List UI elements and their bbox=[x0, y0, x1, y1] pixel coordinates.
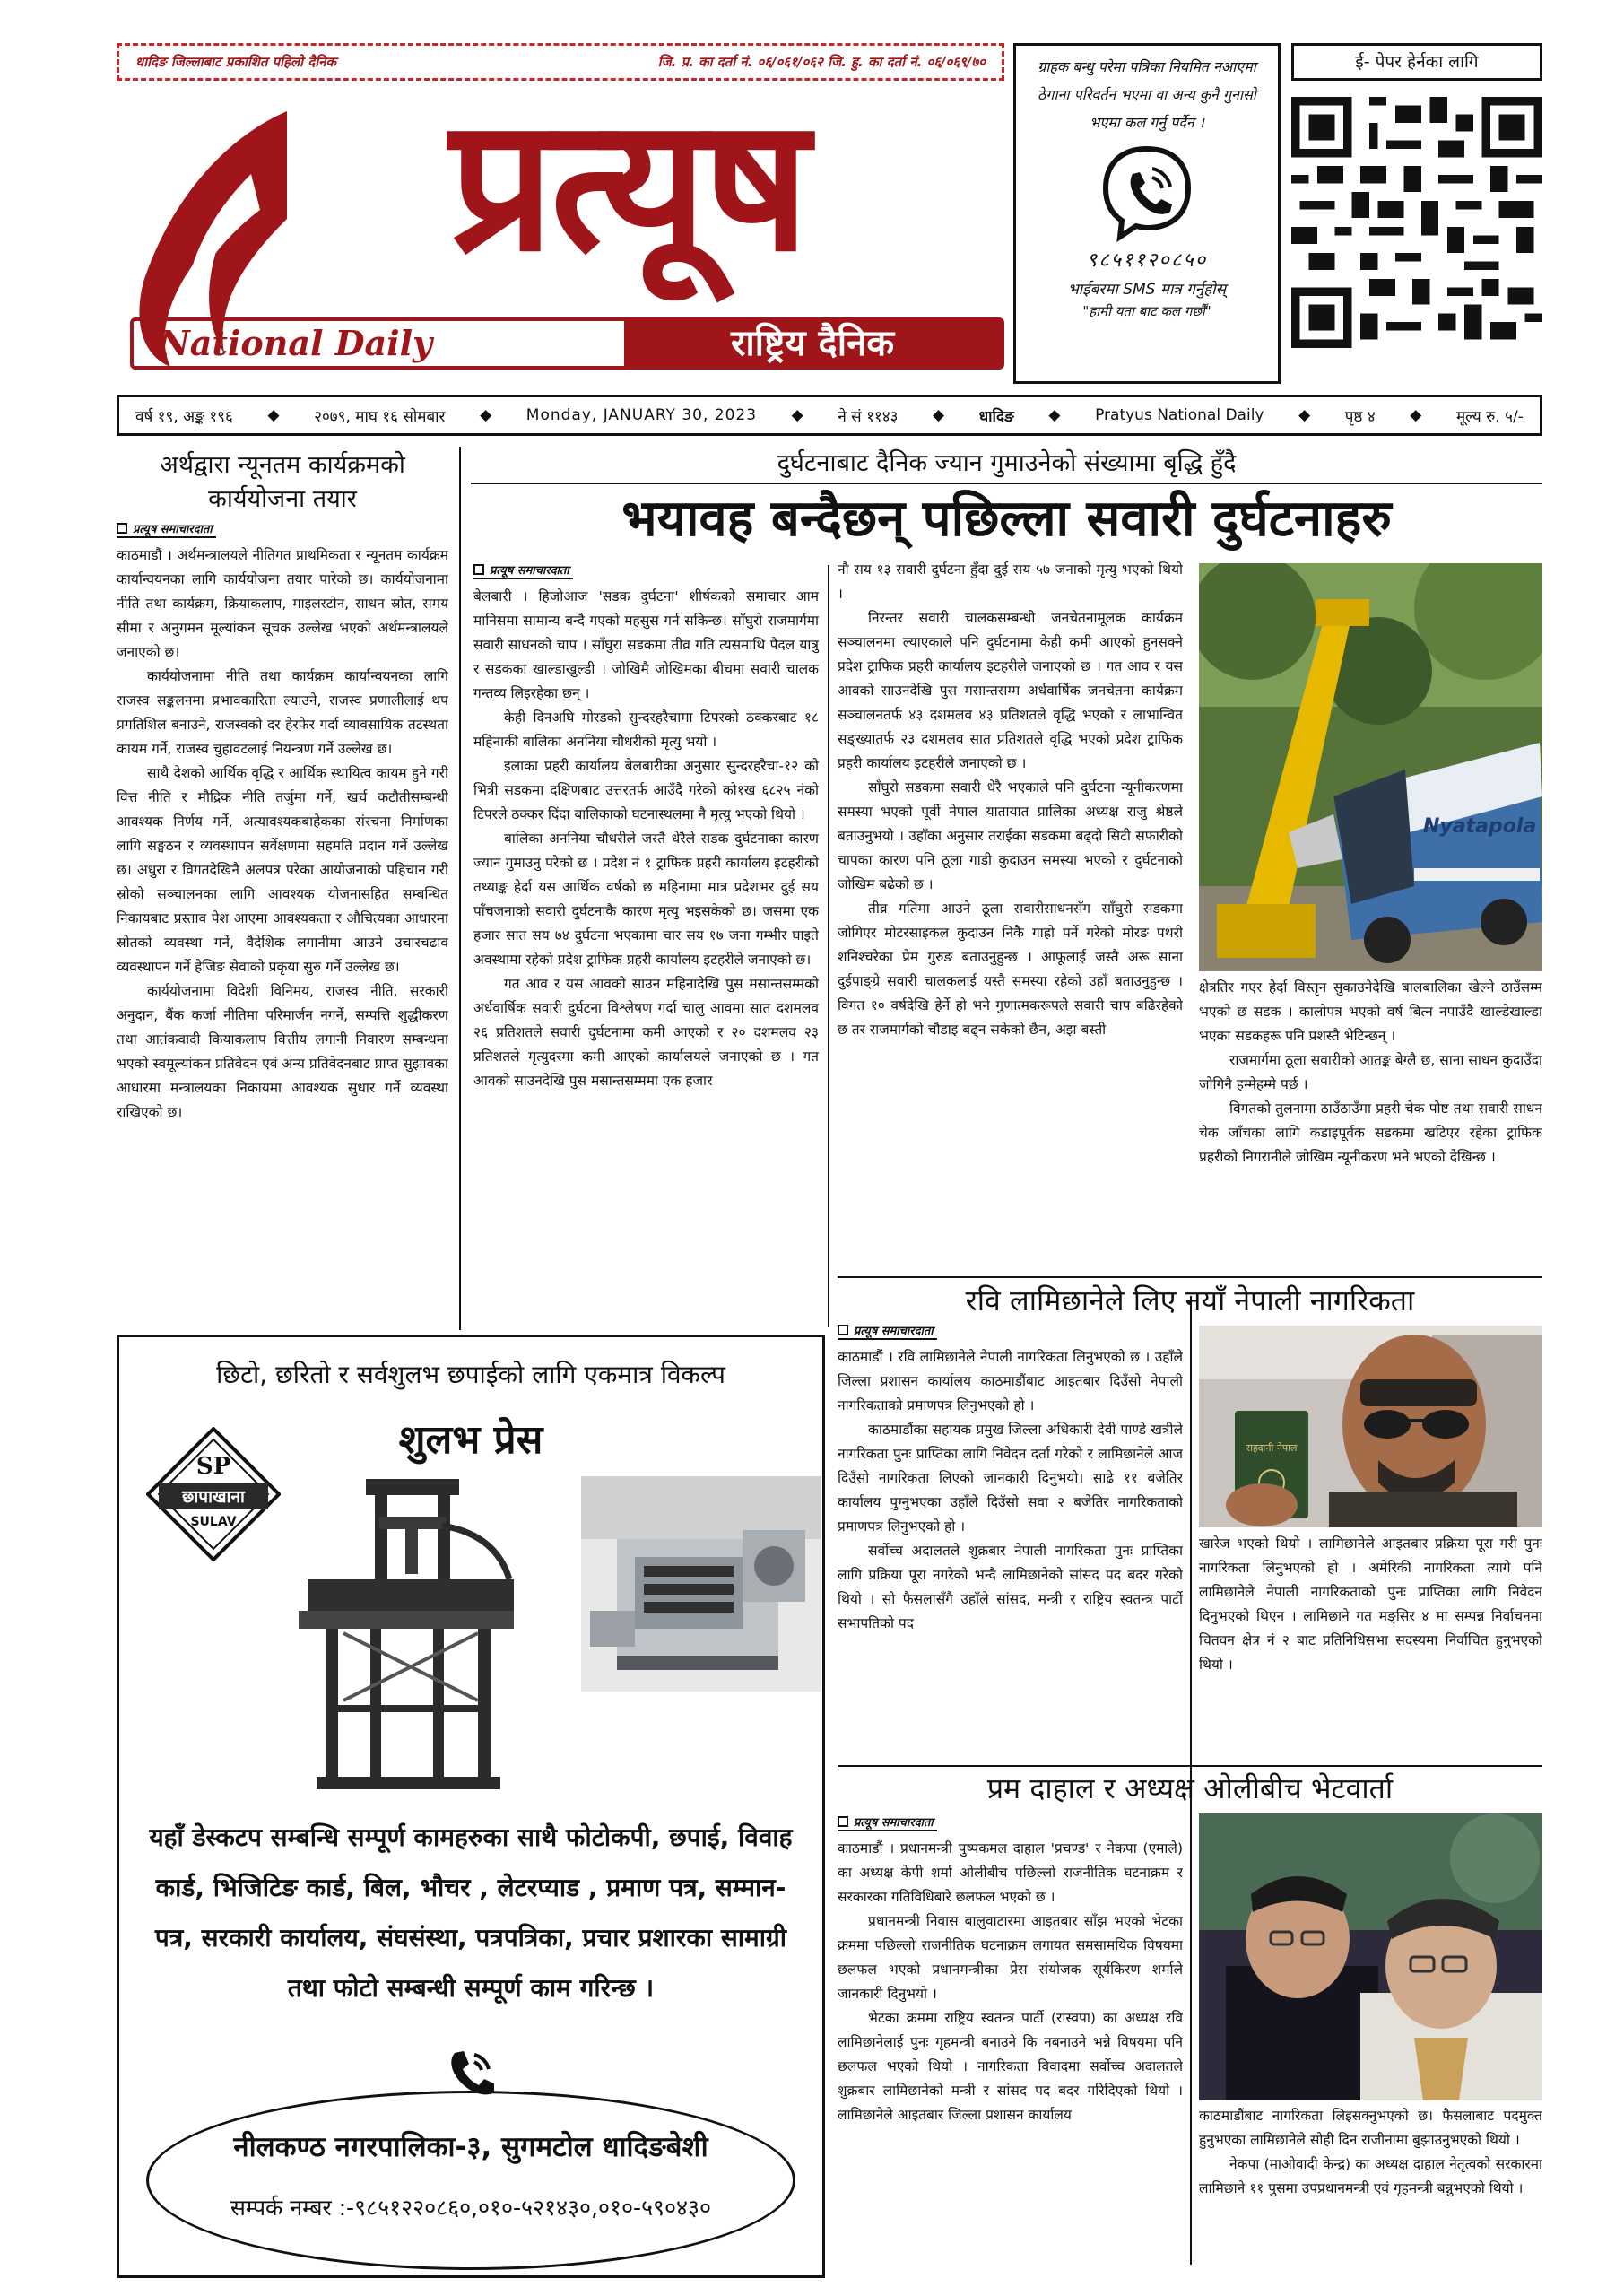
left-story bbox=[117, 448, 448, 1327]
paragraph: भेटका क्रममा राष्ट्रिय स्वतन्त्र पार्टी (रास्वपा) का अध्यक्ष रवि लामिछानेलाई पुनः गृहमन्त्री बनाउने कि नबनाउने भन्ने विषयमा पनि छलफल भएको थियो । नागरिकता विवादमा सर्वोच्च अदालतले शुक्रबार लामिछानेको मन्त्री र सांसद पद बदर गरिदिएको थियो । लामिछानेले आइतबार जिल्ला प्रशासन कार्यालय bbox=[838, 2010, 1183, 2123]
qr-code-icon[interactable] bbox=[1291, 97, 1542, 348]
place: धादिङ bbox=[978, 407, 1014, 426]
byline-box-icon bbox=[117, 523, 127, 534]
dahal-oli-photo bbox=[1199, 1813, 1542, 2100]
paragraph: गत आव र यस आवको साउन महिनादेखि पुस मसान्तसम्मको अर्धवार्षिक सवारी दुर्घटना विश्लेषण गर्दा चालु आवमा सात दशमलव २६ प्रतिशतले सवारी दुर्घटनामा कमी आएको र २० दशमलव २३ प्रतिशतले मृत्युदरमा कमी आएको कार्यालयले जनाएको छ । गत आवको साउनदेखि पुस मसान्तसम्ममा एक हजार bbox=[473, 976, 819, 1089]
byline: प्रत्यूष समाचारदाता bbox=[838, 1813, 937, 1831]
paragraph: केही दिनअघि मोरडको सुन्दरहरैचामा टिपरको ठक्करबाट १८ महिनाकी बालिका अननिया चौधरीको मृत्यु भयो । bbox=[473, 709, 819, 750]
diamond-sep-icon: ◆ bbox=[933, 406, 945, 424]
section-rule bbox=[838, 1276, 1542, 1278]
paragraph: साँघुरो सडकमा सवारी धेरै भएकाले पनि दुर्घटना न्यूनीकरणमा समस्या भएको पूर्वी नेपाल यातायात प्रालिका अध्यक्ष राजु श्रेष्ठले बताउनुभयो । उहाँका अनुसार तराईका सडकमा बढ्दो सिटी सफारीको चापका कारण पनि ठूला गाडी कुदाउन समस्या भएको र दुर्घटनाको जोखिम बढेको छ । bbox=[838, 779, 1183, 892]
english-name: National Daily bbox=[159, 323, 433, 363]
main-story-kicker: दुर्घटनाबाट दैनिक ज्यान गुमाउनेको संख्यामा बृद्धि हुँदै bbox=[777, 449, 1237, 477]
rabi-lamichhane-photo bbox=[1199, 1326, 1542, 1527]
logo bbox=[117, 77, 1004, 371]
paragraph: काठमाडौंका सहायक प्रमुख जिल्ला अधिकारी देवी पाण्डे खत्रीले नागरिकता पुनः प्राप्तिका लागि निवेदन दर्ता गरेको र लामिछानेले आज दिउँसो नागरिकता लिएको जानकारी दिनुभयो। साढे ११ बजेतिर कार्यालय पुग्नुभएका उहाँले दिउँसो सवा २ बजेतिर नागरिकताको प्रमाणपत्र लिनुभएको हो । bbox=[838, 1422, 1183, 1535]
sms-line: भाईबरमा SMS मात्र गर्नुहोस् bbox=[1067, 281, 1227, 299]
paragraph: काठमाडौंबाट नागरिकता लिइसक्नुभएको छ। फैसलाबाट पदमुक्त हुनुभएका लामिछानेले सोही दिन राजीनामा बुझाउनुभएको थियो । bbox=[1199, 2108, 1542, 2148]
diamond-sep-icon: ◆ bbox=[791, 406, 803, 424]
paragraph: क्षेत्रतिर गएर हेर्दा विस्तृन सुकाउनेदेखि बालबालिका खेल्ने ठाउँसम्म भएको छ सडक । कालोपत्र भएको वर्ष बित्न नपाउँदै खाल्डेखाल्डा भएका सडकहरू पनि प्रशस्तै भेटिन्छन् । bbox=[1199, 979, 1542, 1044]
epaper-label: ई- पेपर हेर्नका लागि bbox=[1291, 43, 1542, 81]
registration: जि. प्र. का दर्ता नं. ०६/०६१/०६२ जि. हु. का दर्ता नं. ०६/०६९/७० bbox=[657, 54, 986, 70]
rabi-story-body-1 bbox=[838, 1345, 1183, 1636]
paragraph: कार्ययोजनामा विदेशी विनिमय, राजस्व नीति, सरकारी अनुदान, बैंक कर्जा नीतिमा परिमार्जन नगर्ने, सम्पत्ति शुद्धीकरण तथा आतंकवादी कियाकलाप वित्तीय लगानी निवारण सम्बन्धमा भएको स्वमूल्यांकन प्रतिवेदन एवं अन्य प्रतिवेदनबाट प्राप्त सुझावका आधारमा मन्त्रालयका निकायमा आवश्यक सुधार गर्ने व्यवस्था राखिएको छ। bbox=[117, 983, 448, 1120]
ad-services: यहाँ डेस्कटप सम्बन्धि सम्पूर्ण कामहरुका साथै फोटोकपी, छपाई, विवाह कार्ड, भिजिटिङ कार्ड, बिल, भौचर , लेटरप्याड , प्रमाण पत्र, सम्मान-पत्र, सरकारी कार्यालय, संघसंस्था, पत्रपत्रिका, प्रचार प्रशारका सामाग्री तथा फोटो सम्बन्धी सम्पूर्ण काम गरिन्छ । bbox=[149, 1822, 793, 2003]
column-rule bbox=[459, 447, 461, 1330]
prachanda-story-body-2 bbox=[1199, 2104, 1542, 2201]
paragraph: काठमाडौं । प्रधानमन्त्री पुष्पकमल दाहाल 'प्रचण्ड' र नेकपा (एमाले) का अध्यक्ष केपी शर्मा ओलीबीच पछिल्लो राजनीतिक घटनाक्रम र सरकारका गतिविधिबारे छलफल भएको छ । bbox=[838, 1840, 1183, 1905]
paragraph: राजमार्गमा ठूला सवारीको आतङ्क बेग्लै छ, साना साधन कुदाउँदा जोगिनै हम्मेहम्मे पर्छ । bbox=[1199, 1052, 1542, 1092]
nepali-date: २०७९, माघ १६ सोमबार bbox=[314, 407, 446, 426]
sms-quote: "हामी यता बाट कल गर्छौं" bbox=[1082, 303, 1211, 319]
byline: प्रत्यूष समाचारदाता bbox=[838, 1322, 937, 1340]
main-story-col1 bbox=[473, 558, 819, 1329]
paragraph: कार्ययोजनामा नीति तथा कार्यक्रम कार्यान्वयनका लागि राजस्व सङ्कलनमा प्रभावकारिता ल्याउने, राजस्व प्रणालीलाई थप प्रगतिशिल बनाउने, राजस्वको दर हेरफेर गर्दा व्यावसायिक तटस्थता कायम गर्ने, राजस्व चुहावटलाई नियन्त्रण गर्ने उल्लेख छ। bbox=[117, 668, 448, 757]
prachanda-story-col2 bbox=[1199, 2104, 1542, 2278]
logo-text: छापाखाना bbox=[182, 1487, 245, 1507]
byline-box-icon bbox=[838, 1325, 848, 1335]
price: मूल्य रु. ५/- bbox=[1455, 407, 1524, 426]
paragraph: निरन्तर सवारी चालकसम्बन्धी जनचेतनामूलक कार्यक्रम सञ्चालनमा ल्याएकाले पनि दुर्घटनामा केही कमी आएको हुनसक्ने प्रदेश ट्राफिक प्रहरी कार्यालय इटहरीले जनाएको छ । गत आव र यस आवको साउनदेखि पुस मसान्तसम्म अर्धवार्षिक जनचेतना कार्यक्रम सञ्चालनतर्फ ४३ दशमलव ४३ प्रतिशतले वृद्धि भएको र लाभान्वित सङ्ख्यातर्फ २३ दशमलव सात प्रतिशतले वृद्धि भएको प्रदेश ट्राफिक प्रहरी कार्यालय इटहरीले जनाएको छ । bbox=[838, 610, 1183, 771]
english-date: Monday, JANUARY 30, 2023 bbox=[525, 406, 758, 424]
tagline-bar bbox=[117, 43, 1004, 81]
main-story-headline: भयावह बन्दैछन् पछिल्ला सवारी दुर्घटनाहरु bbox=[621, 490, 1392, 548]
paper-name: Pratyus National Daily bbox=[1095, 406, 1264, 424]
rabi-story-headline: रवि लामिछानेले लिए नयाँ नेपाली नागरिकता bbox=[965, 1283, 1415, 1318]
page-number: पृष्ठ ४ bbox=[1344, 407, 1376, 426]
sulav-logo bbox=[146, 1427, 281, 1561]
dateline-bar bbox=[117, 395, 1542, 436]
left-story-headline: अर्थद्वारा न्यूनतम कार्यक्रमको कार्ययोजना तयार bbox=[160, 451, 405, 513]
rabi-story-col1 bbox=[838, 1318, 1183, 1758]
subscriber-notice-box bbox=[1013, 43, 1281, 384]
diamond-sep-icon: ◆ bbox=[267, 406, 280, 424]
paragraph: प्रधानमन्त्री निवास बालुवाटारमा आइतबार साँझ भएको भेटका क्रममा पछिल्लो राजनीतिक घटनाक्रम लगायत समसामयिक विषयमा छलफल भएको प्रधानमन्त्रीका प्रेस संयोजक सूर्यकिरण शर्माले जानकारी दिनुभयो । bbox=[838, 1913, 1183, 2002]
nepal-sambat: ने सं ११४३ bbox=[838, 407, 899, 426]
paragraph: साथै देशको आर्थिक वृद्धि र आर्थिक स्थायित्व कायम हुने गरी वित्त नीति र मौद्रिक नीति तर्जुमा गर्ने, खर्च कटौतीसम्बन्धी आवश्यक निर्णय गर्ने, अत्यावश्यकबाहेकका संरचना निर्माणका लागि सङ्घठन र व्यवस्थापन सर्वेक्षणमा सहमति प्रदान गर्ने उल्लेख छ। अधुरा र विगतदेखिनै अलपत्र परेका आयोजनाको पहिचान गरी स्रोको सञ्चालनका लागि आवश्यक योजनासहित सम्बन्धित निकायबाट प्रस्ताव पेश आएमा आवश्यकता र औचित्यका आधारमा स्रोतको व्यवस्था गर्ने, वैदेशिक लगानीमा आउने उचारचढाव व्यवस्थापन गर्ने हेजिङ सेवाको प्रकृया सुरु गर्ने उल्लेख छ। bbox=[117, 765, 448, 975]
notice-text: ग्राहक बन्धु परेमा पत्रिका नियमित नआएमा ठेगाना परिवर्तन भएमा वा अन्य कुनै गुनासो भएमा कल गर्नु पर्दैन । bbox=[1038, 58, 1256, 131]
diamond-sep-icon: ◆ bbox=[1048, 406, 1061, 424]
column-rule bbox=[828, 565, 829, 1327]
rabi-story-body-2 bbox=[1199, 1532, 1542, 1677]
logo-underbar bbox=[130, 317, 1004, 370]
section-rule bbox=[838, 1765, 1542, 1767]
byline-box-icon bbox=[838, 1816, 848, 1827]
diamond-sep-icon: ◆ bbox=[1410, 406, 1422, 424]
ad-top-line: छिटो, छरितो र सर्वशुलभ छपाईको लागि एकमात्र विकल्प bbox=[216, 1360, 725, 1389]
main-story-col3 bbox=[1199, 976, 1542, 1272]
paragraph: खारेज भएको थियो । लामिछानेले आइतबार प्रक्रिया पूरा गरी पुनः नागरिकता लिनुभएको हो । अमेरिकी नागरिकता त्यागे पनि लामिछानेले नेपाली नागरिकताको पुनः प्राप्तिका लागि निवेदन दिनुभएको थिएन । लामिछाने गत मङ्सिर ४ मा सम्पन्न निर्वाचनमा चितवन क्षेत्र नं २ बाट प्रतिनिधिसभा सदस्यमा निर्वाचित हुनुभएको थियो । bbox=[1199, 1535, 1542, 1673]
prachanda-story-headline: प्रम दाहाल र अध्यक्ष ओलीबीच भेटवार्ता bbox=[986, 1771, 1394, 1805]
ad-contact: सम्पर्क नम्बर :-९८५१२२०८६०,०१०-५२१४३०,०१०-५९०४३० bbox=[230, 2195, 712, 2221]
tagline: धादिङ जिल्लाबाट प्रकाशित पहिलो दैनिक bbox=[135, 54, 336, 70]
paragraph: काठमाडौं । अर्थमन्त्रालयले नीतिगत प्राथमिकता र न्यूनतम कार्यक्रम कार्यान्वयनका लागि कार्ययोजना तयार पारेको छ। कार्ययोजनामा नीति तथा कार्यक्रम, क्रियाकलाप, माइलस्टोन, साधन स्रोत, समय सीमा र अनुगमन मूल्यांकन सूचक उल्लेख भएको अर्थमन्त्रालयले जनाएको छ। bbox=[117, 547, 448, 660]
issue-number: वर्ष १९, अङ्क १९६ bbox=[135, 407, 233, 426]
nepali-name: राष्ट्रिय दैनिक bbox=[624, 321, 1001, 366]
offset-press-photo bbox=[581, 1476, 821, 1692]
diamond-sep-icon: ◆ bbox=[480, 406, 492, 424]
masthead bbox=[117, 43, 1542, 384]
byline: प्रत्यूष समाचारदाता bbox=[117, 520, 216, 538]
byline: प्रत्यूष समाचारदाता bbox=[473, 561, 573, 579]
logo-title: प्रत्यूष bbox=[449, 77, 806, 292]
paragraph: बेलबारी । हिजोआज 'सडक दुर्घटना' शीर्षकको समाचार आम मानिसमा सामान्य बन्दै गएको महसुस गर्न सकिन्छ। साँघुरो राजमार्गमा सवारी साधनको चाप । साँघुरा सडकमा तीव्र गति त्यसमाथि पैदल यात्रु र सडकका खाल्डाखुल्डी । जोखिमै जोखिमका बीचमा सवारी चालक गन्तव्य लिइरहेका छन् । bbox=[473, 588, 819, 701]
paragraph: काठमाडौं । रवि लामिछानेले नेपाली नागरिकता लिनुभएको छ । उहाँले जिल्ला प्रशासन कार्यालय काठमाडौंबाट आइतबार दिउँसो नेपाली नागरिकताको प्रमाणपत्र लिनुभएको हो । bbox=[838, 1349, 1183, 1413]
main-story-body-3 bbox=[1199, 976, 1542, 1170]
prachanda-story-body-1 bbox=[838, 1837, 1183, 2127]
rabi-story-col2 bbox=[1199, 1532, 1542, 1758]
ad-press-name: शुलभ प्रेस bbox=[398, 1417, 543, 1463]
phone-icon bbox=[444, 2046, 494, 2096]
ad-address: नीलकण्ठ नगरपालिका-३, सुगमटोल धादिङबेशी bbox=[233, 2131, 708, 2163]
viber-icon bbox=[1097, 142, 1197, 242]
paragraph: नेकपा (माओवादी केन्द्र) का अध्यक्ष दाहाल नेतृत्वको सरकारमा लामिछाने ११ पुसमा उपप्रधानमन्त्री एवं गृहमन्त्री बन्नुभएको थियो । bbox=[1199, 2156, 1542, 2196]
paragraph: तीव्र गतिमा आउने ठूला सवारीसाधनसँग साँघुरो सडकमा जोगिएर मोटरसाइकल कुदाउन निकै गाह्रो पर्ने गरेको मोरङ पथरी शनिश्चरेका प्रेम गुरुङ बताउनुहुन्छ । आफूलाई जस्तै अरू साना दुईपाङ्ग्रे सवारी चालकलाई यस्तै समस्या रहेको उहाँ बताउनुहुन्छ । विगत १० वर्षदेखि हेर्ने हो भने गुणात्मकरूपले सवारी चाप बढिरहेको छ तर राजमार्गको चौडाइ बढ्न सकेको छैन, अझ बस्ती bbox=[838, 900, 1183, 1038]
passport-label: राहदानी नेपाल bbox=[1246, 1442, 1298, 1454]
accident-photo bbox=[1199, 563, 1542, 971]
prachanda-story-col1 bbox=[838, 1810, 1183, 2278]
main-story-body-2 bbox=[838, 558, 1183, 1042]
diamond-sep-icon: ◆ bbox=[1298, 406, 1311, 424]
main-story-body-1 bbox=[473, 585, 819, 1093]
paragraph: विगतको तुलनामा ठाउँठाउँमा प्रहरी चेक पोष्ट तथा सवारी साधन चेक जाँचका लागि कडाइपूर्वक सडकमा खटिएर रहेका ट्राफिक प्रहरीको निगरानीले जोखिम न्यूनीकरण भने भएको देखिन्छ । bbox=[1199, 1100, 1542, 1165]
paragraph: बालिका अननिया चौधरीले जस्तै धेरैले सडक दुर्घटनाका कारण ज्यान गुमाउनु परेको छ । प्रदेश नं १ ट्राफिक प्रहरी कार्यालय इटहरीको तथ्याङ्क हेर्दा यस आर्थिक वर्षको छ महिनामा मात्र प्रदेशभर दुई सय पाँचजनाको सवारी दुर्घटनाकै कारण मृत्यु भइसकेको छ। जसमा एक हजार सात सय ७४ दुर्घटना भएकामा चार सय १७ जना गम्भीर घाइते अवस्थामा रहेको प्रदेश ट्राफिक प्रहरी कार्यालय इटहरीले जनाएको छ। bbox=[473, 831, 819, 968]
paragraph: इलाका प्रहरी कार्यालय बेलबारीका अनुसार सुन्दरहरैचा-१२ को भित्री सडकमा दक्षिणबाट उत्तरतर्फ आउँदै गरेको को१ख ६८२५ नंको टिपरले ठक्कर दिंदा बालिकाको घटनास्थलमा नै मृत्यु भएको थियो । bbox=[473, 758, 819, 822]
kicker-rule bbox=[471, 483, 1542, 484]
sulav-press-advertisement bbox=[117, 1335, 825, 2278]
viber-number: ९८५११२०८५० bbox=[1086, 249, 1208, 272]
main-story-col2 bbox=[838, 558, 1183, 1271]
byline-box-icon bbox=[473, 564, 484, 575]
paragraph: सर्वोच्च अदालतले शुक्रबार नेपाली नागरिकता पुनः प्राप्तिका लागि प्रक्रिया पूरा नगरेको भन्दै लामिछानेको सांसद पद बदर गरेको थियो । सो फैसलासँगै उहाँले सांसद, मन्त्री र राष्ट्रिय स्वतन्त्र पार्टी सभापतिको पद bbox=[838, 1543, 1183, 1631]
bus-label: Nyatapola bbox=[1423, 815, 1537, 838]
left-story-body bbox=[117, 544, 448, 1125]
hand-press-icon bbox=[290, 1472, 523, 1795]
logo-sub: SULAV bbox=[190, 1515, 237, 1529]
ad-address-oval bbox=[146, 2091, 795, 2270]
logo-initials: SP bbox=[195, 1453, 231, 1480]
epaper-box bbox=[1291, 43, 1542, 384]
paragraph: नौ सय १३ सवारी दुर्घटना हुँदा दुई सय ५७ जनाको मृत्यु भएको थियो । bbox=[838, 561, 1183, 602]
